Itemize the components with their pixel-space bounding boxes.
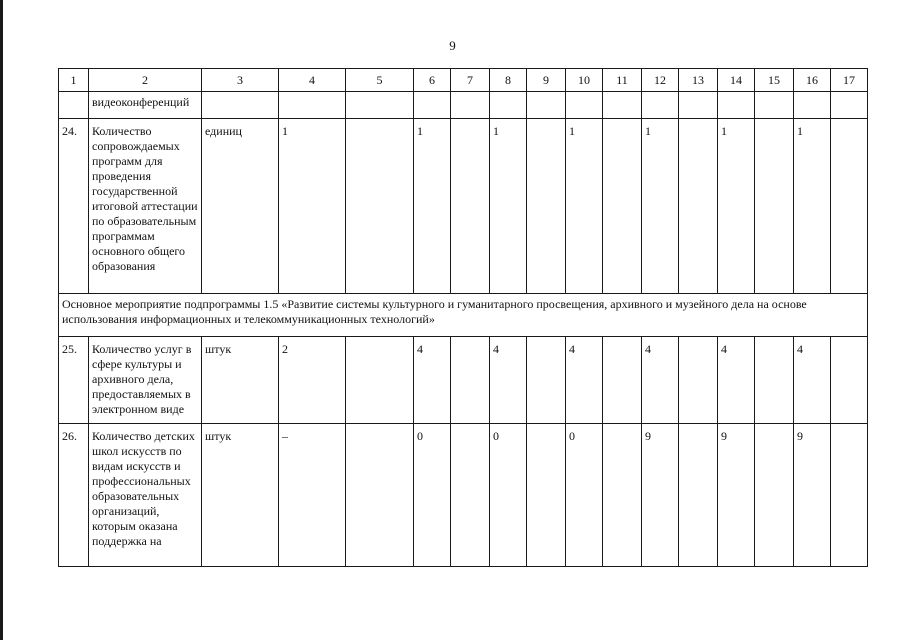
value-cell: 1 [718,119,755,294]
value-cell [831,119,868,294]
value-cell [346,119,414,294]
value-cell: 0 [490,424,527,567]
value-cell [794,92,831,119]
column-header: 17 [831,69,868,92]
value-cell: 1 [414,119,451,294]
value-cell: 4 [794,337,831,424]
value-cell [831,424,868,567]
column-header: 4 [279,69,346,92]
column-header: 11 [603,69,642,92]
value-cell: 9 [794,424,831,567]
value-cell [603,337,642,424]
value-cell: 4 [566,337,603,424]
value-cell [527,337,566,424]
row-number-cell: 26. [59,424,89,567]
value-cell [679,92,718,119]
column-header: 2 [89,69,202,92]
value-cell [451,92,490,119]
column-header: 1 [59,69,89,92]
table-row [59,119,868,294]
value-cell [603,119,642,294]
value-cell [346,337,414,424]
value-cell: 1 [566,119,603,294]
value-cell: 4 [490,337,527,424]
value-cell [679,119,718,294]
page-left-edge [0,0,3,640]
row-number-cell: 24. [59,119,89,294]
value-cell: 1 [279,119,346,294]
unit-cell: единиц [202,119,279,294]
value-cell: 4 [642,337,679,424]
value-cell: 9 [718,424,755,567]
value-cell [755,424,794,567]
value-cell: – [279,424,346,567]
indicator-name-cell: Количество детских школ искусств по видам искусств и профессиональных образовательных организаций, которым оказана поддержка на [89,424,202,567]
value-cell [451,119,490,294]
table-row [59,337,868,424]
column-header: 12 [642,69,679,92]
value-cell: 1 [490,119,527,294]
value-cell [346,92,414,119]
column-header: 16 [794,69,831,92]
column-header: 9 [527,69,566,92]
value-cell [755,92,794,119]
value-cell [346,424,414,567]
value-cell [679,424,718,567]
column-header: 13 [679,69,718,92]
column-header: 8 [490,69,527,92]
table-row [59,424,868,567]
value-cell [831,92,868,119]
value-cell [490,92,527,119]
value-cell: 1 [642,119,679,294]
value-cell [527,92,566,119]
column-header: 6 [414,69,451,92]
value-cell [679,337,718,424]
page-number: 9 [449,38,456,53]
value-cell [603,424,642,567]
value-cell [451,337,490,424]
value-cell: 4 [718,337,755,424]
column-header-row [59,69,868,92]
value-cell [755,119,794,294]
value-cell: 9 [642,424,679,567]
value-cell: 4 [414,337,451,424]
indicator-name-cell: видеоконференций [89,92,202,119]
section-row [59,294,868,337]
indicator-name-cell: Количество услуг в сфере культуры и архивного дела, предоставляемых в электронном виде [89,337,202,424]
indicators-table [58,68,868,567]
column-header: 10 [566,69,603,92]
value-cell [414,92,451,119]
section-heading: Основное мероприятие подпрограммы 1.5 «Развитие системы культурного и гуманитарного просвещения, архивного и музейного дела на основе использования информационных и телекоммуникационных технологий» [59,294,868,337]
value-cell [527,424,566,567]
value-cell [603,92,642,119]
indicator-name-cell: Количество сопровождаемых программ для проведения государственной итоговой аттестации по образовательным программам основного общего образования [89,119,202,294]
value-cell [831,337,868,424]
column-header: 15 [755,69,794,92]
value-cell [451,424,490,567]
value-cell [642,92,679,119]
column-header: 14 [718,69,755,92]
value-cell [566,92,603,119]
column-header: 3 [202,69,279,92]
value-cell [527,119,566,294]
value-cell [755,337,794,424]
row-number-cell [59,92,89,119]
value-cell: 2 [279,337,346,424]
value-cell [279,92,346,119]
value-cell: 0 [414,424,451,567]
row-number-cell: 25. [59,337,89,424]
value-cell: 0 [566,424,603,567]
value-cell [718,92,755,119]
unit-cell [202,92,279,119]
column-header: 5 [346,69,414,92]
unit-cell: штук [202,424,279,567]
table-row [59,92,868,119]
value-cell: 1 [794,119,831,294]
column-header: 7 [451,69,490,92]
unit-cell: штук [202,337,279,424]
